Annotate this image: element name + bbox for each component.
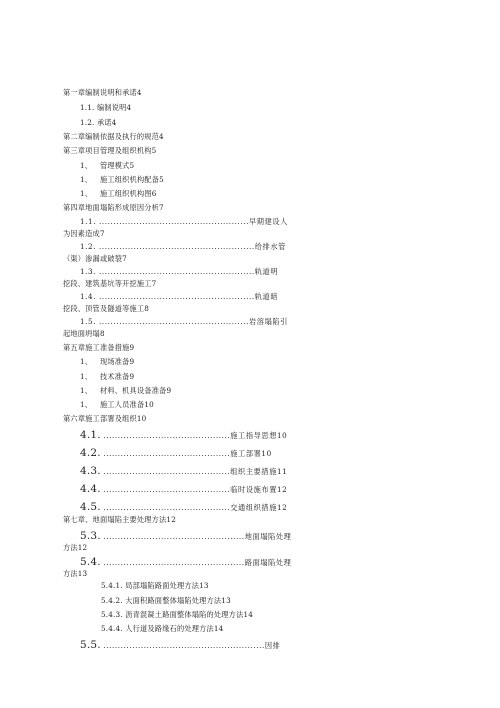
- toc-row-number: 5.5.: [80, 639, 101, 651]
- toc-row-6-2: [80, 447, 272, 459]
- toc-item-text: 管理模式5: [100, 161, 135, 170]
- toc-section-wrap: 方法13: [63, 569, 88, 578]
- toc-row-7-5: [80, 639, 280, 651]
- toc-item-number: 1、: [80, 372, 93, 381]
- toc-row-dotted: ............................................组织主要措施11: [103, 467, 288, 476]
- toc-chapter-6: 第六章施工部署及组织10: [63, 414, 147, 423]
- toc-row-number: 5.3.: [80, 530, 101, 542]
- toc-row-number: 4.5.: [80, 501, 101, 513]
- toc-section-wrap: 起地面坍塌8: [63, 329, 105, 338]
- toc-row-dotted: .................................................地面塌陷处理: [103, 532, 292, 541]
- toc-item-number: 1、: [80, 400, 93, 409]
- toc-section-wrap: 为因素造成7: [63, 229, 105, 238]
- toc-subsection-5-4-4: 5.4.4. 人行道及路缘石的处理方法14: [101, 624, 224, 633]
- toc-row-dotted: ............................................施工指导思想10: [103, 431, 288, 440]
- toc-row-6-3: [80, 465, 287, 477]
- toc-item-text: 施工组织机构图6: [100, 189, 157, 198]
- toc-item-text: 施工人员准备10: [100, 400, 154, 409]
- toc-item-number: 1、: [80, 357, 93, 366]
- toc-item-number: 1、: [80, 189, 93, 198]
- toc-row-6-5: [80, 501, 287, 513]
- toc-section-wrap: 挖段、顶管及隧道等施工8: [63, 304, 150, 313]
- toc-row-dotted: ............................................交通组织措施12: [103, 503, 288, 512]
- toc-row-number: 4.3.: [80, 465, 101, 477]
- toc-row-number: 4.2.: [80, 447, 101, 459]
- toc-item-text: 施工组织机构配备5: [100, 175, 164, 184]
- toc-subsection-5-4-2: 5.4.2. 大面积路面整体塌陷处理方法13: [101, 596, 231, 605]
- toc-chapter-1: 第一章编制说明和承诺4: [63, 88, 142, 97]
- toc-row-number: 4.4.: [80, 483, 101, 495]
- toc-item-number: 1、: [80, 175, 93, 184]
- toc-section-wrap: 方法12: [63, 543, 88, 552]
- toc-row-7-4: [80, 556, 291, 568]
- toc-item-text: 技术准备9: [100, 372, 135, 381]
- toc-subsection-5-4-3: 5.4.3. 沥青混凝土路面整体塌陷的处理方法14: [101, 610, 254, 619]
- toc-chapter-3: 第三章项目管理及组织机构5: [63, 146, 157, 155]
- toc-chapter-5: 第五章施工准备措施9: [63, 343, 135, 352]
- toc-section-wrap: 挖段、建筑基坑等开挖施工7: [63, 279, 157, 288]
- toc-item-text: 材料、机具设备准备9: [100, 386, 172, 395]
- toc-item-text: 现场准备9: [100, 357, 135, 366]
- toc-section-dotted: 1.3. ......................................................轨道明: [80, 267, 279, 276]
- toc-chapter-2: 第二章编制依据及执行的规范4: [63, 132, 164, 141]
- toc-row-number: 4.1.: [80, 429, 101, 441]
- toc-row-dotted: ............................................施工部署10: [103, 449, 272, 458]
- toc-row-6-4: [80, 483, 287, 495]
- toc-row-6-1: [80, 429, 287, 441]
- toc-row-dotted: ............................................临时设施布置12: [103, 485, 288, 494]
- toc-row-number: 5.4.: [80, 556, 101, 568]
- toc-row-dotted: ........................................................因排: [103, 641, 281, 650]
- toc-item-number: 1、: [80, 161, 93, 170]
- toc-section-wrap: （渠）渗漏或破裂7: [63, 254, 127, 263]
- toc-section-dotted: 1.1. ....................................................早期建设人: [80, 217, 288, 226]
- toc-section-dotted: 1.4. ......................................................轨道暗: [80, 292, 279, 301]
- toc-section-1-1: 1.1. 编制说明4: [80, 103, 132, 112]
- toc-section-1-2: 1.2. 承诺4: [80, 118, 117, 127]
- toc-chapter-7: 第七章、地面塌陷主要处理方法12: [63, 515, 176, 524]
- toc-item-number: 1、: [80, 386, 93, 395]
- toc-section-dotted: 1.5. ....................................................岩溶塌陷引: [80, 317, 288, 326]
- toc-row-7-3: [80, 530, 291, 542]
- toc-section-dotted: 1.2. ......................................................给排水管: [80, 242, 286, 251]
- toc-row-dotted: .................................................路面塌陷处理: [103, 558, 292, 567]
- toc-chapter-4: 第四章地面塌陷形成原因分析7: [63, 203, 164, 212]
- toc-subsection-5-4-1: 5.4.1. 局部塌陷路面处理方法13: [101, 581, 209, 590]
